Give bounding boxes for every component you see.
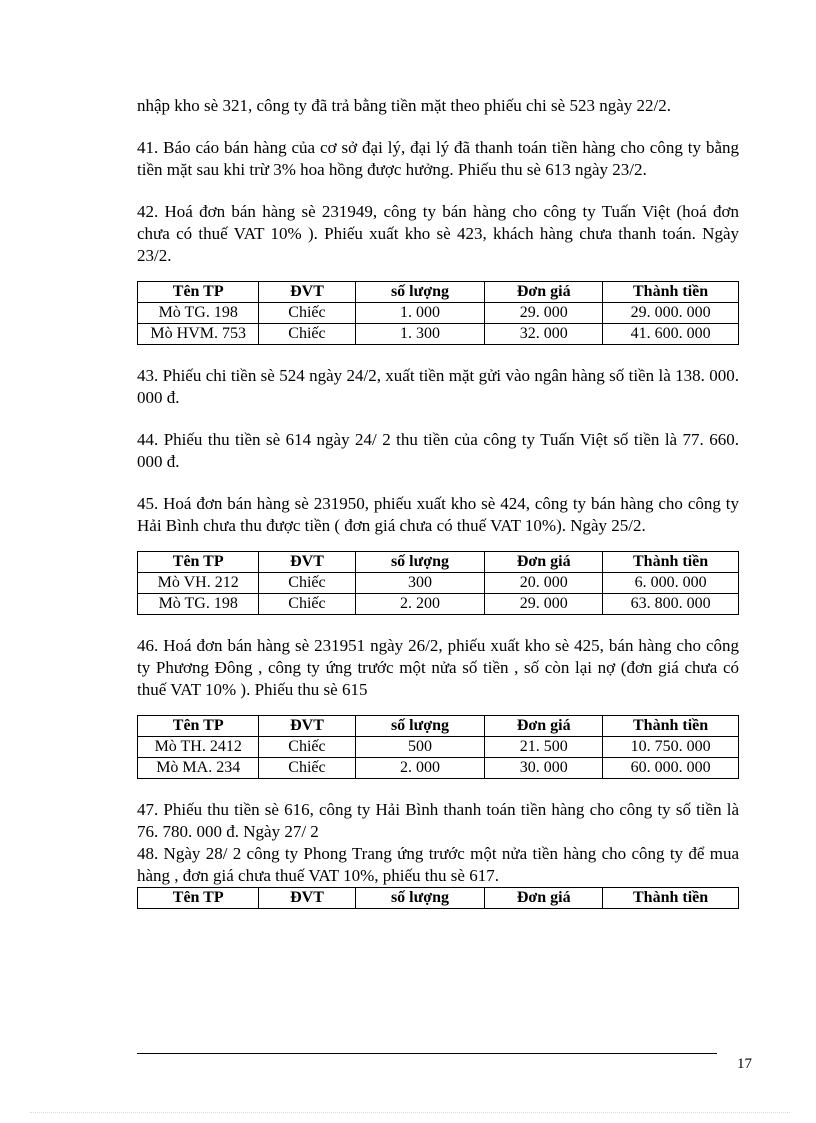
cell-price: 30. 000 [485,758,603,779]
header-unit: ĐVT [259,282,355,303]
header-amount: Thành tiền [603,552,739,573]
table-header-row [138,888,739,909]
header-unit-price: Đơn giá [485,282,603,303]
footer-rule [137,1053,717,1054]
paragraph-42: 42. Hoá đơn bán hàng sè 231949, công ty bán hàng cho công ty Tuấn Việt (hoá đơn chưa có thuế VAT 10% ). Phiếu xuất kho sè 423, khách hàng chưa thanh toán. Ngày 23/2. [137,202,739,265]
table-header-row [138,282,739,303]
table-row [138,303,739,324]
header-quantity: số lượng [355,552,485,573]
cell-unit: Chiếc [259,758,355,779]
table-item-42 [137,281,739,345]
cell-price: 20. 000 [485,573,603,594]
cell-quantity: 1. 300 [355,324,485,345]
cell-unit: Chiếc [259,324,355,345]
cell-amount: 63. 800. 000 [603,594,739,615]
page-number: 17 [737,1056,752,1072]
cell-amount: 41. 600. 000 [603,324,739,345]
header-unit: ĐVT [259,552,355,573]
header-amount: Thành tiền [603,282,739,303]
table-item-46 [137,715,739,779]
cell-unit: Chiếc [259,594,355,615]
cell-product: Mò MA. 234 [138,758,259,779]
table-row [138,324,739,345]
header-amount: Thành tiền [603,716,739,737]
header-unit-price: Đơn giá [485,888,603,909]
paragraph-40-continued: nhập kho sè 321, công ty đã trả bằng tiền mặt theo phiếu chi sè 523 ngày 22/2. [137,96,671,115]
cell-unit: Chiếc [259,303,355,324]
table-row [138,758,739,779]
cell-product: Mò HVM. 753 [138,324,259,345]
table-item-45 [137,551,739,615]
table-row [138,594,739,615]
table-row [138,737,739,758]
cell-price: 29. 000 [485,303,603,324]
cell-amount: 29. 000. 000 [603,303,739,324]
table-row [138,573,739,594]
header-quantity: số lượng [355,716,485,737]
table-header-row [138,716,739,737]
paragraph-45: 45. Hoá đơn bán hàng sè 231950, phiếu xuất kho sè 424, công ty bán hàng cho công ty Hải Bình chưa thu được tiền ( đơn giá chưa có thuế VAT 10%). Ngày 25/2. [137,494,739,535]
paragraph-43: 43. Phiếu chi tiền sè 524 ngày 24/2, xuất tiền mặt gửi vào ngân hàng số tiền là 138. 000. 000 đ. [137,366,739,407]
table-header-row [138,552,739,573]
cell-quantity: 2. 000 [355,758,485,779]
document-page [137,95,739,909]
page-edge-divider [30,1112,790,1113]
cell-price: 29. 000 [485,594,603,615]
cell-price: 21. 500 [485,737,603,758]
header-quantity: số lượng [355,888,485,909]
header-unit: ĐVT [259,716,355,737]
cell-amount: 60. 000. 000 [603,758,739,779]
cell-product: Mò VH. 212 [138,573,259,594]
cell-unit: Chiếc [259,573,355,594]
header-product-name: Tên TP [138,282,259,303]
paragraph-44: 44. Phiếu thu tiền sè 614 ngày 24/ 2 thu tiền của công ty Tuấn Việt số tiền là 77. 660. 000 đ. [137,430,739,471]
cell-quantity: 1. 000 [355,303,485,324]
cell-product: Mò TG. 198 [138,303,259,324]
cell-amount: 6. 000. 000 [603,573,739,594]
cell-quantity: 500 [355,737,485,758]
header-unit: ĐVT [259,888,355,909]
header-unit-price: Đơn giá [485,552,603,573]
paragraph-48: 48. Ngày 28/ 2 công ty Phong Trang ứng trước một nửa tiền hàng cho công ty để mua hàng , đơn giá chưa thuế VAT 10%, phiếu thu sè 617. [137,844,739,885]
header-amount: Thành tiền [603,888,739,909]
paragraph-46: 46. Hoá đơn bán hàng sè 231951 ngày 26/2, phiếu xuất kho sè 425, bán hàng cho công ty Phương Đông , công ty ứng trước một nửa số tiền , số còn lại nợ (đơn giá chưa có thuế VAT 10% ). Phiếu thu sè 615 [137,636,739,699]
cell-unit: Chiếc [259,737,355,758]
paragraph-47: 47. Phiếu thu tiền sè 616, công ty Hải Bình thanh toán tiền hàng cho công ty số tiền là 76. 780. 000 đ. Ngày 27/ 2 [137,800,739,841]
cell-product: Mò TG. 198 [138,594,259,615]
header-unit-price: Đơn giá [485,716,603,737]
header-quantity: số lượng [355,282,485,303]
cell-quantity: 300 [355,573,485,594]
header-product-name: Tên TP [138,552,259,573]
cell-product: Mò TH. 2412 [138,737,259,758]
cell-amount: 10. 750. 000 [603,737,739,758]
paragraph-41: 41. Báo cáo bán hàng của cơ sở đại lý, đại lý đã thanh toán tiền hàng cho công ty bằng tiền mặt sau khi trừ 3% hoa hồng được hưởng. Phiếu thu sè 613 ngày 23/2. [137,138,739,179]
table-item-48 [137,887,739,909]
header-product-name: Tên TP [138,888,259,909]
header-product-name: Tên TP [138,716,259,737]
cell-price: 32. 000 [485,324,603,345]
cell-quantity: 2. 200 [355,594,485,615]
